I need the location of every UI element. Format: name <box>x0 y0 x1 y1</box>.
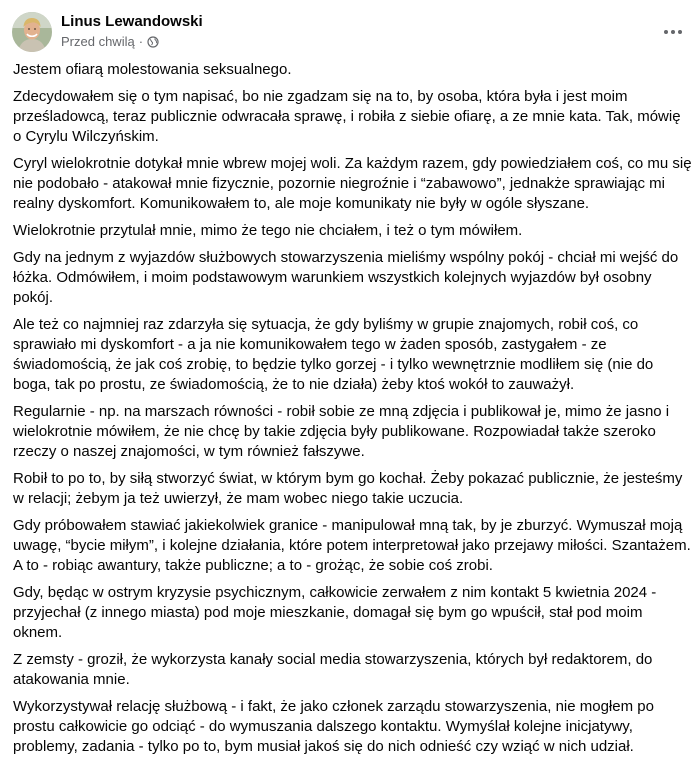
post-text <box>13 60 693 764</box>
avatar-image <box>12 12 52 52</box>
meta-separator: · <box>138 34 144 49</box>
post-paragraph: Robił to po to, by siłą stworzyć świat, w którym bym go kochał. Żeby pokazać publicznie, że jesteśmy w relacji; żebym ja też uwierzył, że mam wobec niego takie uczucia. <box>13 470 683 507</box>
author-name[interactable]: Linus Lewandowski <box>61 13 203 30</box>
post-paragraph: Wielokrotnie przytulał mnie, mimo że tego nie chciałem, i też o tym mówiłem. <box>13 222 523 239</box>
globe-icon[interactable] <box>147 36 159 48</box>
post-paragraph: Jestem ofiarą molestowania seksualnego. <box>13 61 292 78</box>
post-paragraph: Wykorzystywał relację służbową - i fakt, że jako członek zarządu stowarzyszenia, nie mogłem po prostu całkowicie go odciąć - do wymuszania dalszego kontaktu. Wymyślał kolejne inicjatywy, problemy, zadania - tylko po to, bym musiał jakoś się do nich odnieść czy wziąć w nich udział. <box>13 698 654 755</box>
avatar[interactable] <box>12 12 52 52</box>
more-options-button[interactable] <box>659 18 687 46</box>
post-header <box>12 12 687 54</box>
post-paragraph: Gdy próbowałem stawiać jakiekolwiek granice - manipulował mną tak, by je zburzyć. Wymuszał moją uwagę, “bycie miłym”, i kolejne działania, które potem interpretował jako przejawy miłości. Szantażem. A to - robiąc awantury, także publiczne; a to - grożąc, że sobie coś zrobi. <box>13 517 691 574</box>
more-horizontal-icon <box>663 29 683 35</box>
post-paragraph: Zdecydowałem się o tym napisać, bo nie zgadzam się na to, by osoba, która była i jest moim prześladowcą, teraz publicznie odwracała sprawę, i robiła z siebie ofiarę, a ze mnie kata. Tak, mówię o Cyrylu Wilczyńskim. <box>13 88 681 145</box>
post-paragraph: Gdy na jednym z wyjazdów służbowych stowarzyszenia mieliśmy wspólny pokój - chciał mi wejść do łóżka. Odmówiłem, i moim podstawowym warunkiem wszystkich kolejnych wyjazdów był osobny pokój. <box>13 249 679 306</box>
post-paragraph: Cyryl wielokrotnie dotykał mnie wbrew mojej woli. Za każdym razem, gdy powiedziałem coś, co mu się nie podobało - atakował mnie fizycznie, pozornie niegroźnie i “zabawowo”, jednakże sprawiając mi realny dyskomfort. Komunikowałem to, ale moje komunikaty nie były w ogóle słyszane. <box>13 155 692 212</box>
post-paragraph: Gdy, będąc w ostrym kryzysie psychicznym, całkowicie zerwałem z nim kontakt 5 kwietnia 2024 - przyjechał (z innego miasta) pod moje mieszkanie, domagał się bym go wpuścił, stał pod moim oknem. <box>13 584 657 641</box>
post-paragraph: Ale też co najmniej raz zdarzyła się sytuacja, że gdy byliśmy w grupie znajomych, robił coś, co sprawiało mi dyskomfort - a ja nie komunikowałem tego w żaden sposób, zastygałem - ze świadomością, że jak coś zrobię, to będzie tylko gorzej - i tylko wewnętrznie modliłem się (nie do boga, tak po prostu, ze świadomością, że to nie działa) żeby ktoś wokół to zauważył. <box>13 316 654 393</box>
post-meta <box>61 34 159 49</box>
post-time[interactable]: Przed chwilą <box>61 34 135 49</box>
post-paragraph: Regularnie - np. na marszach równości - robił sobie ze mną zdjęcia i publikował je, mimo że jasno i wielokrotnie mówiłem, że nie chcę by takie zdjęcia były publikowane. Rozpowiadał także szeroko rzeczy o naszej znajomości, w tym również fałszywe. <box>13 403 670 460</box>
post-paragraph: Z zemsty - groził, że wykorzysta kanały social media stowarzyszenia, których był redaktorem, do atakowania mnie. <box>13 651 653 688</box>
